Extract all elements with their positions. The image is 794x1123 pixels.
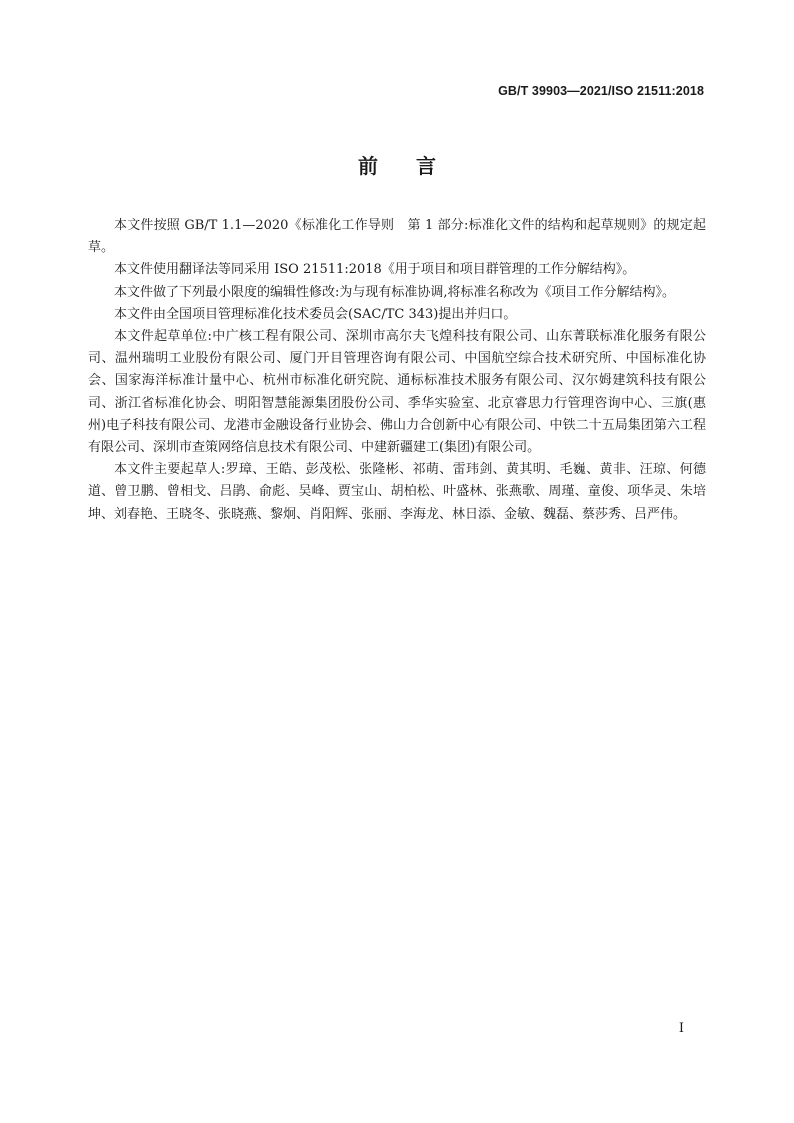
paragraph-drafting-organizations: 本文件起草单位:中广核工程有限公司、深圳市高尔夫飞煌科技有限公司、山东菁联标准化服务有限公司、温州瑞明工业股份有限公司、厦门开目管理咨询有限公司、中国航空综合技术研究所、中国标准化协会、国家海洋标准计量中心、杭州市标准化研究院、通标标准技术服务有限公司、汉尔姆建筑科技有限公司、浙江省标准化协会、明阳智慧能源集团股份公司、季华实验室、北京睿思力行管理咨询中心、三旗(惠州)电子科技有限公司、龙港市金融设备行业协会、佛山力合创新中心有限公司、中铁二十五局集团第六工程有限公司、深圳市查策网络信息技术有限公司、中建新疆建工(集团)有限公司。 — [88, 329, 706, 456]
foreword-body — [88, 215, 706, 526]
page-title: 前言 — [358, 154, 474, 178]
page-number: I — [678, 1021, 684, 1036]
document-code: GB/T 39903—2021/ISO 21511:2018 — [498, 84, 704, 98]
paragraph-editorial-changes: 本文件做了下列最小限度的编辑性修改:为与现有标准协调,将标准名称改为《项目工作分解结构》。 — [114, 284, 676, 300]
paragraph-adoption: 本文件使用翻译法等同采用 ISO 21511:2018《用于项目和项目群管理的工作分解结构》。 — [114, 262, 636, 278]
paragraph-committee: 本文件由全国项目管理标准化技术委员会(SAC/TC 343)提出并归口。 — [114, 306, 517, 322]
paragraph-drafting-rules: 本文件按照 GB/T 1.1—2020《标准化工作导则 第 1 部分:标准化文件的结构和起草规则》的规定起草。 — [88, 218, 706, 256]
paragraph-drafters: 本文件主要起草人:罗璋、王皓、彭茂松、张隆彬、祁萌、雷玮剑、黄其明、毛巍、黄非、汪琼、何德道、曾卫鹏、曾相戈、吕鹃、俞彪、吴峰、贾宝山、胡柏松、叶盛林、张燕歌、周瑾、童俊、项华灵、朱培坤、刘春艳、王晓冬、张晓燕、黎炯、肖阳辉、张丽、李海龙、林日添、金敏、魏磊、蔡莎秀、吕严伟。 — [88, 462, 706, 522]
